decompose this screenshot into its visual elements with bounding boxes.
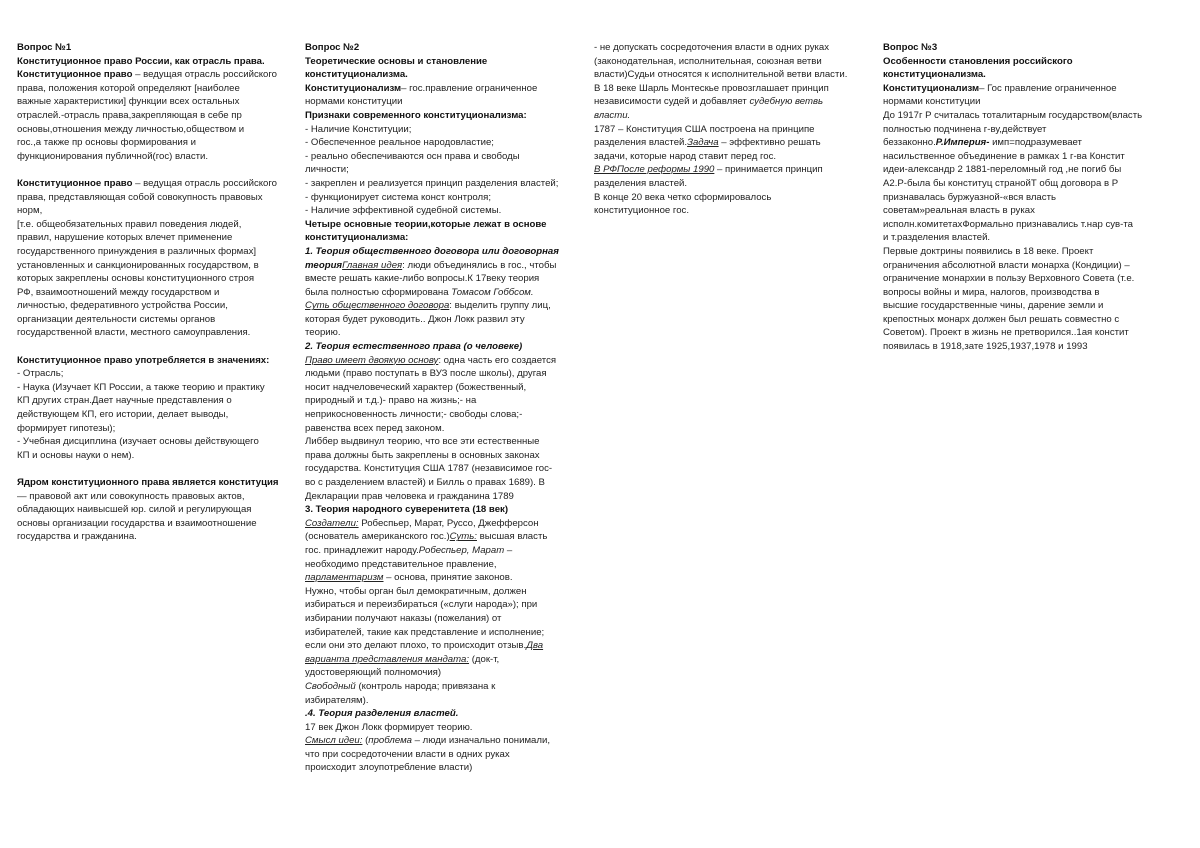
column-question-2 [305,41,579,775]
text-line [17,408,289,422]
text-line [305,123,579,137]
text-run: Робеспьер, Марат [418,544,505,556]
text-line [17,41,289,55]
text-run: правил, нарушение которых влечет применение [17,232,233,244]
text-line [17,449,289,463]
text-line [883,55,1163,69]
text-run: Конституционализм [883,82,980,94]
text-run: - Отрасль; [17,368,64,380]
text-line [305,639,579,653]
text-run: Главная идея [342,259,403,271]
text-line [305,408,579,422]
text-line [883,163,1163,177]
text-line [305,666,579,680]
text-run: - реально обеспечиваются осн права и свободы [305,150,520,162]
text-line [17,517,289,531]
text-run: Первые доктрины появились в 18 веке. Проект [883,245,1094,257]
text-run: варианта представления мандата: [305,653,470,665]
text-run: избирателей, такие как представление и исполнение; [305,626,545,638]
text-line [17,326,289,340]
text-line [883,326,1163,340]
text-line [17,259,289,273]
text-line [883,177,1163,191]
text-run: личностью, федеративного устройства России, [17,300,228,312]
text-run: Вопрос №3 [883,42,938,53]
text-run: насильственное объединение в рамках 1 г-ва Констит [883,150,1125,162]
text-line [594,123,870,137]
text-run: ( [362,735,369,747]
text-line [305,598,579,612]
text-run: Смысл идеи: [305,735,363,747]
text-run: Конституционное право [17,177,133,189]
text-line [17,286,289,300]
text-line [305,707,579,721]
text-line [305,204,579,218]
text-run: ограничения абсолютной власти монарха (Кондиции) – [883,259,1130,271]
text-run: признавалась буржуазной-«вся власть [883,191,1056,203]
text-run: Вопрос №1 [17,42,72,53]
text-line [17,367,289,381]
text-line [17,381,289,395]
text-run: - Наука (Изучает КП России, а также теорию и практику [17,381,265,393]
text-run: теория [305,259,343,271]
text-run: носит надчеловеческий характер (божественный, [305,381,527,393]
text-run: людьми (право поступать в ВУЗ после школы), другая [305,368,547,380]
text-line [305,150,579,164]
text-run: В конце 20 века четко сформировалось [594,191,772,203]
text-line [17,177,289,191]
text-run: Конституционализм [305,82,402,94]
text-run: Конституционное право [17,69,133,81]
text-run: права, положения которой определяют [наиболее [17,82,240,94]
text-line [17,109,289,123]
text-line [17,354,289,368]
text-line [17,313,289,327]
text-run: важные характеристики] функции всех остальных [17,96,240,108]
column-question-2-continued [594,41,870,218]
paragraph-gap [17,340,289,354]
text-run: конституционализма. [305,69,408,81]
text-line [883,136,1163,150]
text-run: - Наличие эффективной судебной системы. [305,205,502,217]
paragraph-gap [17,163,289,177]
text-line [883,259,1163,273]
text-line [305,272,579,286]
text-run: избирателям). [305,694,369,706]
text-run: если они это делают плохо, то происходит отзыв. [305,640,527,652]
text-line [305,354,579,368]
text-line [305,449,579,463]
text-line [594,204,870,218]
text-run: Робеспьер, Марат, Руссо, Джефферсон [358,517,539,529]
text-line [305,394,579,408]
text-line [594,82,870,96]
text-run: разделения властей. [594,177,688,189]
text-run: действующем КП, его истории, делает выводы, [17,409,229,421]
text-run: - закреплен и реализуется принцип разделения властей; [305,177,559,189]
text-line [594,191,870,205]
column-question-1 [17,41,289,544]
text-run: которая будет руководить.. Джон Локк развил эту [305,313,525,325]
text-run: 1787 – Конституция США построена на принципе [594,123,815,135]
text-line [305,517,579,531]
text-line [305,748,579,762]
text-run: гос. принадлежит народу. [305,544,419,556]
text-run: РФ, взаимоотношений между государством и [17,286,220,298]
text-run: отраслей.-отрасль права,закрепляющая в себе пр [17,109,242,121]
text-line [17,422,289,436]
text-line [883,123,1163,137]
text-run: личности; [305,164,349,176]
text-run: – ведущая отрасль российского [132,177,278,189]
text-line [305,626,579,640]
text-line [305,462,579,476]
text-run: государственного принуждения в различных формах] [17,245,257,257]
text-line [305,259,579,273]
text-run: права должны быть закреплены в основных законах [305,449,540,461]
text-line [17,218,289,232]
text-run: советам»реальная власть в руках [883,205,1035,217]
text-run: А2.Р-была бы конституц странойТ общ договора в Р [883,177,1119,189]
text-run: Признаки современного конституционализма: [305,109,527,121]
text-run: До 1917г Р считалась тоталитарным государством(власть [883,109,1143,121]
text-line [883,286,1163,300]
text-run: Декларации прав человека и гражданина 1789 [305,490,514,502]
text-run: неприкосновенность личности;- свободы слова;- [305,409,523,421]
text-run: 17 век Джон Локк формирует теорию. [305,721,473,733]
text-run: задачи, которые народ ставит перед гос. [594,150,777,162]
text-line [883,231,1163,245]
text-run: имп=подразумевает [989,137,1082,149]
text-run: права, представляющая собой совокупность правовых [17,191,263,203]
text-line [17,136,289,150]
text-line [305,340,579,354]
text-line [594,41,870,55]
text-run: конституционализма. [883,69,986,81]
text-line [17,68,289,82]
text-run: Право имеет двоякую основу [305,354,439,366]
text-line [305,653,579,667]
text-run: была полностью сформирована [305,286,452,298]
text-run: полностью подчинена г-ву,действует [883,123,1047,135]
text-run: – гос.правление ограниченное [401,82,538,94]
text-line [17,231,289,245]
text-run: равенства всех перед законом. [305,422,445,434]
text-line [305,381,579,395]
text-run: Нужно, чтобы орган был демократичным, должен [305,585,527,597]
text-run: нормами конституции [883,96,981,108]
text-run: Суть: [449,531,477,543]
text-line [883,272,1163,286]
text-run: : выделить группу лиц, [449,300,551,312]
text-run: которых закреплены основы конституционного строя [17,273,255,285]
text-run: Томасом Гоббсом. [451,286,534,298]
text-line [594,109,870,123]
text-run: государства. Конституция США 1787 (независимое гос- [305,463,553,475]
text-line [883,68,1163,82]
text-run: КП и основы науки о нем). [17,449,135,461]
text-line [883,191,1163,205]
text-line [305,558,579,572]
text-run: – люди изначально понимали, [411,735,551,747]
text-line [305,68,579,82]
text-line [305,95,579,109]
text-line [594,68,870,82]
text-run: [т.е. общеобязательных правил поведения людей, [17,218,242,230]
text-run: что при сосредоточении власти в одних руках [305,748,510,760]
text-run: КП других стран.Дает научные представления о [17,395,232,407]
text-run: появилась в 1918,зате 1925,1937,1978 и 1993 [883,341,1088,353]
text-line [883,41,1163,55]
text-run: основы,отношения между личностью,обществом и [17,123,245,135]
text-run: — правовой акт или совокупность правовых актов, [17,490,245,502]
text-line [17,490,289,504]
text-run: Р.Империя- [935,137,990,149]
text-run: исполн.комитетахФормально признавались т.нар сув-та [883,218,1133,230]
text-line [17,82,289,96]
text-line [305,571,579,585]
text-run: - не допускать сосредоточения власти в одних руках [594,42,830,53]
text-run: Суть общественного договора [305,300,450,312]
text-line [305,55,579,69]
text-line [594,177,870,191]
text-run: избирании получают наказы (пожелания) от [305,612,502,624]
text-line [883,340,1163,354]
text-run: крепостных монарх должен был решать совместно с [883,313,1120,325]
text-line [305,245,579,259]
text-run: удостоверяющий полномочия) [305,667,442,679]
text-run: - Учебная дисциплина (изучает основы действующего [17,436,259,448]
text-run: - Наличие Конституции; [305,123,412,135]
text-line [17,191,289,205]
text-line [305,490,579,504]
text-line [594,136,870,150]
text-line [883,313,1163,327]
text-run: беззаконно. [883,137,936,149]
text-run: 1. Теория общественного договора или договорная [305,245,559,257]
text-run: – ведущая отрасль российского [132,69,278,81]
text-run: ограничение монархии в пользу Верховного Совета (т.е. [883,273,1135,285]
text-run: проблема [368,735,412,747]
text-run: нормами конституции [305,96,403,108]
text-run: государства и гражданина. [17,531,137,543]
text-line [305,435,579,449]
text-run: Либбер выдвинул теорию, что все эти естественные [305,436,540,448]
text-run: Вопрос №2 [305,42,360,53]
text-line [883,204,1163,218]
text-run: Создатели: [305,517,359,529]
text-run: – основа, принятие законов. [383,572,513,584]
text-run: власти)Судьи относятся к исполнительной ветви власти. [594,69,848,81]
text-run: В 18 веке Шарль Монтескье провозглашает принцип [594,82,829,94]
text-run: конституционализма: [305,232,409,244]
text-line [17,123,289,137]
text-line [305,612,579,626]
text-run: необходимо представительное правление, [305,558,497,570]
text-run: 3. Теория народного суверенитета (18 век) [305,504,509,516]
text-run: обладающих наивысшей юр. силой и регулирующая [17,504,252,516]
text-line [594,163,870,177]
text-run: Конституционное право употребляется в значениях: [17,354,270,366]
text-run: (док-т, [469,653,500,665]
text-run: теорию. [305,327,341,339]
text-run: .4. Теория разделения властей. [305,708,459,720]
text-line [883,109,1163,123]
text-run: установленных и санкционированных государством, в [17,259,259,271]
text-line [594,95,870,109]
text-line [883,218,1163,232]
text-line [305,503,579,517]
text-line [305,734,579,748]
text-run: : люди объединялись в гос., чтобы [402,259,557,271]
text-line [883,150,1163,164]
text-line [305,231,579,245]
text-run: Теоретические основы и становление [305,55,488,67]
text-run: Конституционное право России, как отрасль права. [17,55,265,67]
text-run: государственной власти, местного самоуправления. [17,327,251,339]
text-line [305,163,579,177]
text-run: - функционирует система конст контроля; [305,191,491,203]
text-run: Советом). Проект в жизнь не претворился..1ая констит [883,327,1129,339]
text-run: конституционное гос. [594,205,689,217]
text-line [305,299,579,313]
text-run: природный и т.д.)- право на жизнь;- на [305,395,477,407]
text-run: (законодательная, исполнительная, союзная ветви [594,55,822,67]
text-run: парламентаризм [305,572,384,584]
text-line [17,150,289,164]
text-run: власти. [594,109,631,121]
text-line [594,150,870,164]
text-run: Четыре основные теории,которые лежат в основе [305,218,547,230]
text-line [305,367,579,381]
text-run: Ядром конституционного права является конституция [17,477,279,488]
text-run: высшая власть [476,531,548,543]
text-line [883,82,1163,96]
text-line [17,435,289,449]
text-run: – эффективно решать [718,137,821,149]
text-line [17,55,289,69]
text-run: во с разделением властей) и Билль о правах 1689). В [305,477,545,488]
text-run: высшие государственные чины, дарение земли и [883,300,1104,312]
text-run: 2. Теория естественного права (о человеке) [305,341,523,353]
text-line [305,41,579,55]
text-line [305,191,579,205]
text-run: : одна часть его создается [438,354,557,366]
text-line [883,95,1163,109]
text-line [305,422,579,436]
column-question-3 [883,41,1163,354]
text-line [17,503,289,517]
text-run: основы организации государства и взаимоотношение [17,517,257,529]
text-line [305,476,579,490]
text-run: (основатель американского гос.) [305,531,450,543]
text-run: формирует гипотезы); [17,422,116,434]
text-run: - Обеспеченное реальное народовластие; [305,137,494,149]
text-line [305,721,579,735]
text-line [883,245,1163,259]
text-run: вместе решать какие-либо вопросы.К 17веку теория [305,273,540,285]
text-run: вопросы войны и мира, налогов, производства в [883,286,1100,298]
text-line [17,245,289,259]
text-line [305,680,579,694]
text-line [305,82,579,96]
text-line [305,761,579,775]
text-run: избираться и переизбираться («слуги народа»); при [305,599,538,611]
text-line [305,544,579,558]
text-run: Особенности становления российского [883,55,1073,67]
text-line [17,204,289,218]
text-run: (контроль народа; привязана к [355,680,496,692]
text-run: – принимается принцип [714,164,823,176]
text-run: Задача [687,137,719,149]
text-line [594,55,870,69]
text-line [305,530,579,544]
text-line [17,299,289,313]
text-run: гос.,а также пр основы формирования и [17,137,197,149]
text-line [17,394,289,408]
text-run: независимости судей и добавляет [594,96,750,108]
text-run: разделения властей. [594,137,688,149]
text-line [305,694,579,708]
text-line [305,177,579,191]
text-run: и т.разделения властей. [883,232,991,244]
text-line [305,585,579,599]
text-run: судебную ветвь [749,96,824,108]
text-line [883,299,1163,313]
text-line [17,530,289,544]
text-run: – [504,544,513,556]
text-line [305,218,579,232]
text-run: идеи-александр 2 1881-переломный год ,не погиб бы [883,164,1122,176]
text-run: Два [526,640,544,652]
text-run: В РФПосле реформы 1990 [594,164,715,176]
text-line [305,136,579,150]
text-line [17,95,289,109]
text-run: – Гос правление ограниченное [979,82,1117,94]
text-line [305,326,579,340]
text-run: организации деятельности системы органов [17,313,216,325]
text-line [305,286,579,300]
text-run: происходит злоупотребление власти) [305,762,473,774]
text-line [17,476,289,490]
text-line [305,313,579,327]
paragraph-gap [17,462,289,476]
text-line [17,272,289,286]
text-run: Свободный [305,680,356,692]
text-run: функционирования публичной(гос) власти. [17,150,209,162]
text-run: норм, [17,205,43,217]
text-line [305,109,579,123]
